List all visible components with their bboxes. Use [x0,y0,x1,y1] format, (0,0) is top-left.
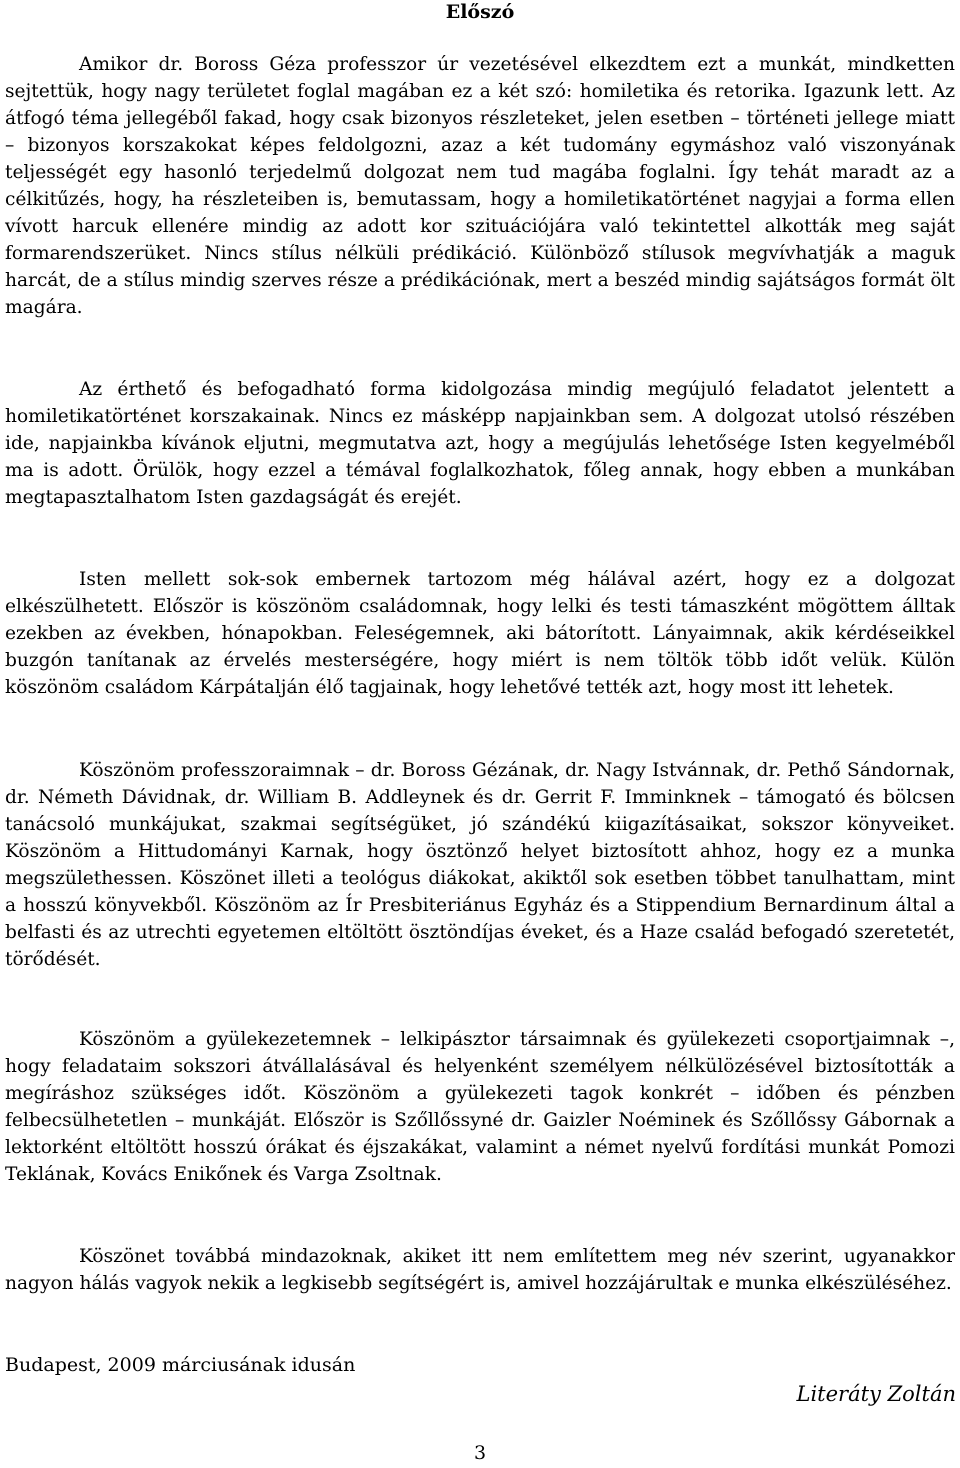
paragraph-2: Az érthető és befogadható forma kidolgozása mindig megújuló feladatot jelentett a homiletikatörténet korszakainak. Nincs ez másképp napjainkban sem. A dolgozat utolsó részében ide, napjainkba kívánok eljutni, megmutatva azt, hogy a megújulás lehetősége Isten kegyelméből ma is adott. Örülök, hogy ezzel a témával foglalkozhatok, főleg annak, hogy ebben a munkában megtapasztalhatom Isten gazdagságát és erejét. [5,379,955,508]
paragraph-3: Isten mellett sok-sok embernek tartozom még hálával azért, hogy ez a dolgozat elkészülhetett. Először is köszönöm családomnak, hogy lelki és testi támaszként mögöttem álltak ezekben az években, hónapokban. Feleségemnek, aki bátorított. Lányaimnak, akik kérdéseikkel buzgón tanítanak az érvelés mesterségére, hogy miért is nem töltök több időt velük. Külön köszönöm családom Kárpátalján élő tagjainak, hogy lehetővé tették azt, hogy most itt lehetek. [5,569,955,698]
paragraph-6: Köszönet továbbá mindazoknak, akiket itt nem említettem meg név szerint, ugyanakkor nagyon hálás vagyok nekik a legkisebb segítségért is, amivel hozzájárultak e munka elkészüléséhez. [5,1246,955,1294]
page-number: 3 [473,1442,487,1464]
page-title: Előszó [445,1,515,23]
paragraph-4: Köszönöm professzoraimnak – dr. Boross Gézának, dr. Nagy Istvánnak, dr. Pethő Sándornak, dr. Németh Dávidnak, dr. William B. Addleynek és dr. Gerrit F. Imminknek – támogató és bölcsen tanácsoló munkájukat, szakmai segítségüket, jó szándékú kiigazításaikat, sokszor könyveiket. Köszönöm a Hittudományi Karnak, hogy ösztönző helyet biztosított ahhoz, hogy ez a munka megszülethessen. Köszönet illeti a teológus diákokat, akiktől sok esetben többet tanulhattam, mint a hosszú könyvekből. Köszönöm az Ír Presbiteriánus Egyház és a Stippendium Bernardinum által a belfasti és az utrechti egyetemen eltöltött ösztöndíjas éveket, és a Haze család befogadó szeretetét, törődését. [5,760,955,970]
author-signature: Literáty Zoltán [796,1382,956,1406]
paragraph-5: Köszönöm a gyülekezetemnek – lelkipásztor társaimnak és gyülekezeti csoportjaimnak –, hogy feladataim sokszori átvállalásával és helyenként személyem nélkülözésével biztosították a megíráshoz szükséges időt. Köszönöm a gyülekezeti tagok konkrét – időben és pénzben felbecsülhetetlen – munkáját. Először is Szőllőssyné dr. Gaizler Noéminek és Szőllőssy Gábornak a lektorként eltöltött hosszú órákat és éjszakákat, valamint a német nyelvű fordítási munkát Pomozi Teklának, Kovács Enikőnek és Varga Zsoltnak. [5,1029,955,1185]
paragraph-1: Amikor dr. Boross Géza professzor úr vezetésével elkezdtem ezt a munkát, mindketten sejtettük, hogy nagy területet foglal magában ez a két szó: homiletika és retorika. Igazunk lett. Az átfogó téma jellegéből fakad, hogy csak bizonyos részleteket, jelen esetben – történeti jellege miatt – bizonyos korszakokat képes feldolgozni, azaz a két tudomány egymáshoz való viszonyának teljességét egy hasonló terjedelmű dolgozat nem tud magába foglalni. Így tehát maradt az a célkitűzés, hogy, ha részleteiben is, bemutassam, hogy a homiletikatörténet nagyjai a forma ellen vívott harcuk ellenére mindig az adott kor szituációjára való tekintettel alkották meg saját formarendszerüket. Nincs stílus nélküli prédikáció. Különböző stílusok megvívhatják a maguk harcát, de a stílus mindig szerves része a prédikációnak, mert a beszéd mindig sajátságos formát ölt magára. [5,54,955,318]
place-and-date: Budapest, 2009 márciusának idusán [5,1354,356,1376]
